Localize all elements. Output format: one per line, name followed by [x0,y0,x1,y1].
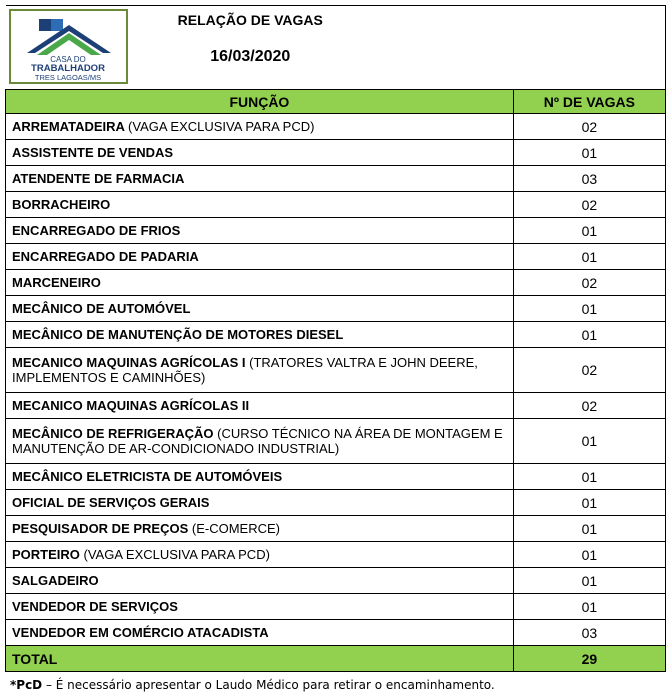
function-cell [6,114,514,140]
function-name: VENDEDOR DE SERVIÇOS [12,599,178,614]
function-cell [6,270,514,296]
logo-line3: TRES LAGOAS/MS [34,73,101,82]
table-row [6,218,666,244]
table-row [6,516,666,542]
logo-line2: TRABALHADOR [30,63,105,74]
function-cell [6,140,514,166]
function-name: PORTEIRO [12,547,80,562]
function-cell [6,322,514,348]
table-row [6,244,666,270]
total-row [6,646,666,672]
function-name: BORRACHEIRO [12,197,111,212]
vacancy-count: 01 [513,542,665,568]
function-detail: (E-COMERCE) [188,521,280,536]
vacancy-count: 01 [513,419,665,464]
vacancy-count: 01 [513,322,665,348]
table-row [6,568,666,594]
function-cell [6,218,514,244]
vacancy-count: 02 [513,114,665,140]
function-cell [6,296,514,322]
header-cell [6,6,666,90]
function-detail: (TRATORES VALTRA E JOHN DEERE, IMPLEMENTOS E CAMINHÕES) [12,355,478,385]
vacancy-count: 01 [513,464,665,490]
function-cell [6,166,514,192]
function-detail: (VAGA EXCLUSIVA PARA PCD) [79,547,270,562]
function-cell [6,464,514,490]
vacancy-rows [6,114,666,646]
function-name: MARCENEIRO [12,275,101,290]
function-name: PESQUISADOR DE PREÇOS [12,521,189,536]
table-row [6,542,666,568]
function-cell [6,192,514,218]
job-vacancies-sheet [5,5,666,672]
table-row [6,348,666,393]
function-name: VENDEDOR EM COMÉRCIO ATACADISTA [12,625,269,640]
function-cell [6,542,514,568]
function-cell [6,419,514,464]
function-name: MECÂNICO ELETRICISTA DE AUTOMÓVEIS [12,469,283,484]
function-detail: (VAGA EXCLUSIVA PARA PCD) [128,119,315,134]
vacancy-count: 02 [513,270,665,296]
table-row [6,322,666,348]
table-row [6,393,666,419]
column-header-count: Nº DE VAGAS [513,90,665,114]
vacancy-count: 02 [513,192,665,218]
vacancy-count: 01 [513,218,665,244]
vacancies-table [5,5,666,672]
table-row [6,114,666,140]
vacancy-count: 02 [513,393,665,419]
function-name: MECÂNICO DE MANUTENÇÃO DE MOTORES DIESEL [12,327,344,342]
vacancy-count: 01 [513,594,665,620]
header-row [6,6,666,90]
vacancy-count: 01 [513,140,665,166]
function-cell [6,393,514,419]
vacancy-count: 01 [513,490,665,516]
function-detail: (CURSO TÉCNICO NA ÁREA DE MONTAGEM E MANUTENÇÃO DE AR-CONDICIONADO INDUSTRIAL) [12,426,503,456]
function-name: ARREMATADEIRA [12,119,129,134]
total-value: 29 [513,646,665,672]
function-cell [6,568,514,594]
function-cell [6,490,514,516]
function-cell [6,244,514,270]
function-name: ENCARREGADO DE PADARIA [12,249,199,264]
table-row [6,270,666,296]
function-cell [6,516,514,542]
function-name: MECÂNICO DE REFRIGERAÇÃO [12,426,214,441]
function-name: MECÂNICO DE AUTOMÓVEL [12,301,191,316]
table-row [6,620,666,646]
footnote-text: – É necessário apresentar o Laudo Médico para retirar o encaminhamento. [42,678,495,692]
function-name: SALGADEIRO [12,573,99,588]
vacancy-count: 03 [513,620,665,646]
table-row [6,419,666,464]
vacancy-count: 01 [513,516,665,542]
vacancy-count: 01 [513,568,665,594]
function-name: ASSISTENTE DE VENDAS [12,145,174,160]
footnote-prefix: *PcD [10,678,43,692]
function-name: ATENDENTE DE FARMACIA [12,171,185,186]
table-row [6,166,666,192]
vacancy-count: 01 [513,296,665,322]
column-header-function: FUNÇÃO [6,90,514,114]
function-name: OFICIAL DE SERVIÇOS GERAIS [12,495,210,510]
column-header-row [6,90,666,114]
page-date: 16/03/2020 [210,48,291,65]
logo-line1: CASA DO [49,55,86,64]
function-name: MECANICO MAQUINAS AGRÍCOLAS I [12,355,246,370]
table-row [6,594,666,620]
vacancy-count: 01 [513,244,665,270]
function-cell [6,620,514,646]
footnote [10,678,495,692]
table-row [6,490,666,516]
total-label: TOTAL [6,646,514,672]
table-row [6,464,666,490]
table-row [6,296,666,322]
function-name: MECANICO MAQUINAS AGRÍCOLAS II [12,398,250,413]
table-row [6,192,666,218]
vacancy-count: 03 [513,166,665,192]
function-cell [6,594,514,620]
function-cell [6,348,514,393]
table-row [6,140,666,166]
vacancy-count: 02 [513,348,665,393]
function-name: ENCARREGADO DE FRIOS [12,223,181,238]
page-title: RELAÇÃO DE VAGAS [177,12,323,28]
